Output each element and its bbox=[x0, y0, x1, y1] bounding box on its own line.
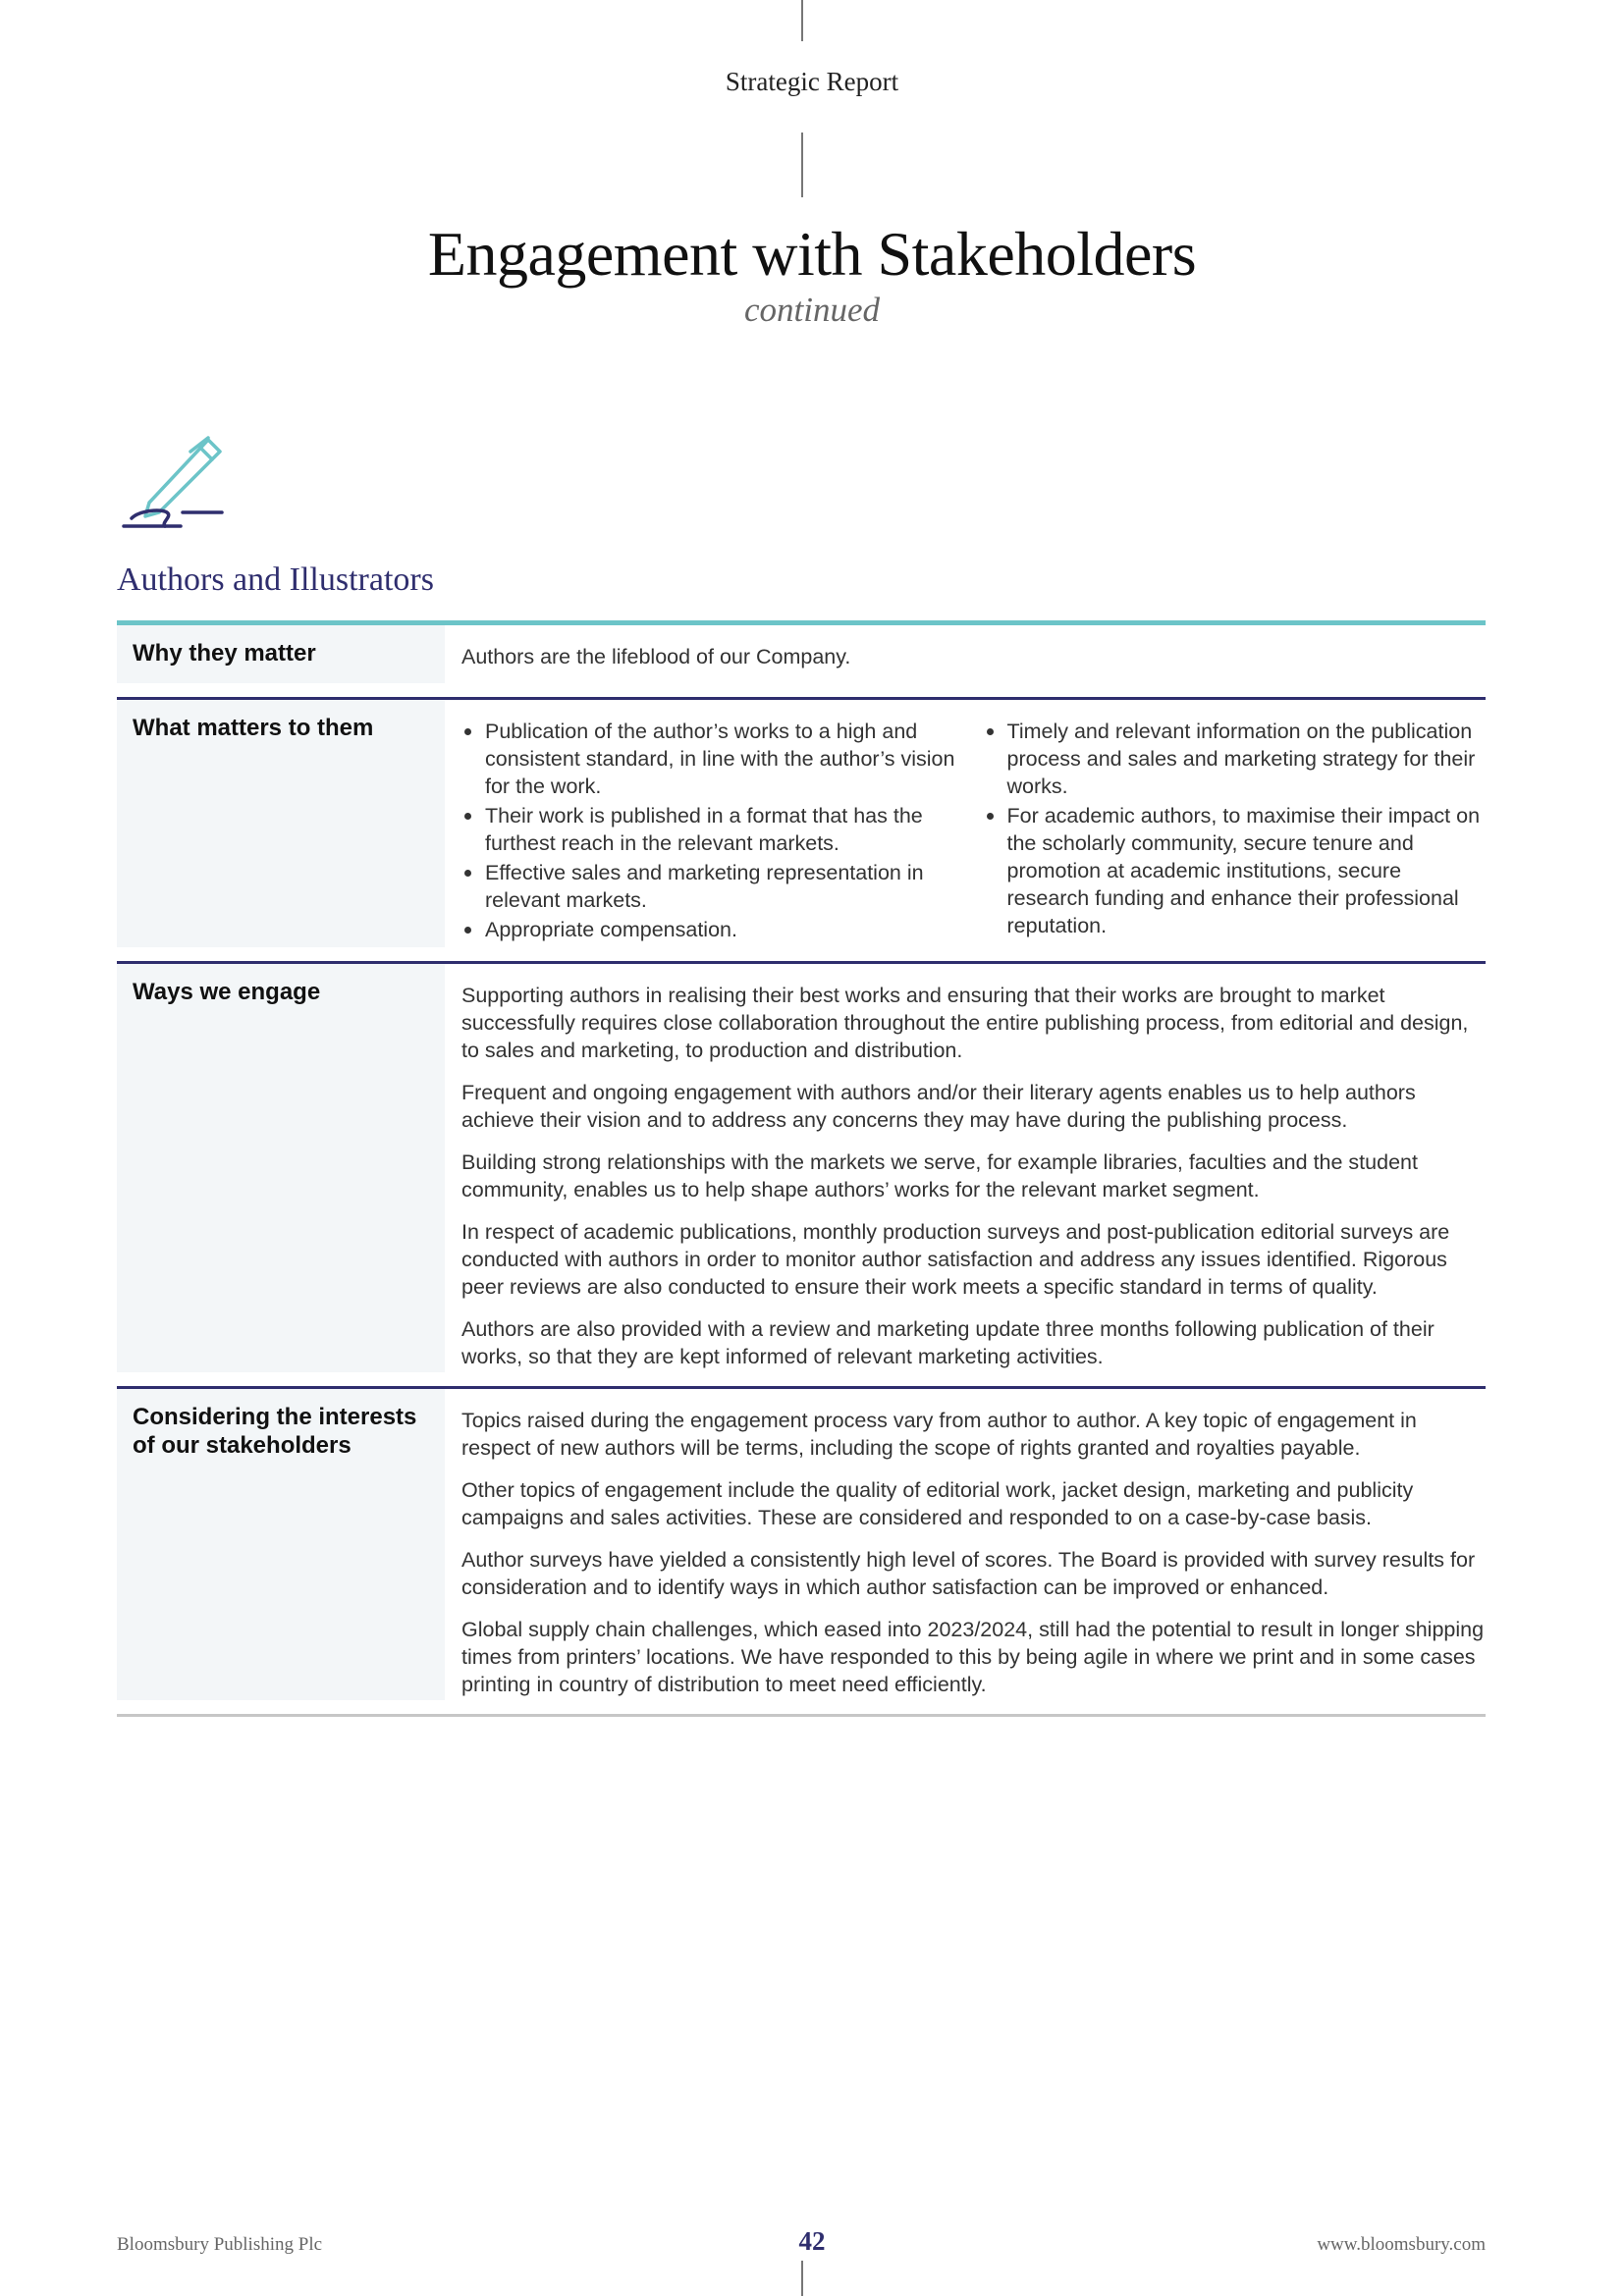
row-label: What matters to them bbox=[117, 700, 445, 961]
paragraph: In respect of academic publications, monthly production surveys and post-publication editorial surveys are conducted with authors in order to monitor author satisfaction and address any issues identified. Rigorous peer reviews are also conducted to ensure their work meets a specific standard in terms of quality. bbox=[461, 1220, 1450, 1299]
section-heading: Authors and Illustrators bbox=[117, 561, 434, 598]
paragraph: Supporting authors in realising their best works and ensuring that their works are brought to market successfully requires close collaboration throughout the entire publishing process, from editorial and design, to sales and marketing, to production and distribution. bbox=[461, 984, 1469, 1062]
list-item: Their work is published in a format that has the furthest reach in the relevant markets. bbox=[461, 802, 964, 857]
paragraph: Authors are the lifeblood of our Company. bbox=[461, 645, 851, 668]
footer-website: www.bloomsbury.com bbox=[1317, 2234, 1486, 2255]
bullet-list-left bbox=[461, 718, 964, 945]
list-item: Appropriate compensation. bbox=[461, 916, 964, 943]
row-ways-we-engage bbox=[117, 961, 1486, 1386]
page-number: 42 bbox=[798, 2226, 826, 2256]
row-considering-interests bbox=[117, 1386, 1486, 1714]
paragraph: Authors are also provided with a review and marketing update three months following publication of their works, so that they are kept informed of relevant marketing activities. bbox=[461, 1317, 1435, 1368]
page-title: Engagement with Stakeholders bbox=[427, 219, 1197, 289]
stakeholder-table bbox=[117, 620, 1486, 1717]
paragraph: Frequent and ongoing engagement with authors and/or their literary agents enables us to help authors achieve their vision and to address any concerns they may have during the publishing process. bbox=[461, 1081, 1416, 1132]
paragraph: Author surveys have yielded a consistently high level of scores. The Board is provided with survey results for consideration and to identify ways in which author satisfaction can be improved or enhanced. bbox=[461, 1548, 1476, 1599]
row-content bbox=[445, 964, 1486, 1386]
list-item: Effective sales and marketing representation in relevant markets. bbox=[461, 859, 964, 914]
section-label: Strategic Report bbox=[725, 67, 899, 96]
list-item: For academic authors, to maximise their impact on the scholarly community, secure tenure and promotion at academic institutions, secure research funding and enhance their professional reputation. bbox=[984, 802, 1487, 939]
paragraph: Topics raised during the engagement process vary from author to author. A key topic of engagement in respect of new authors will be terms, including the scope of rights granted and royalties payable. bbox=[461, 1409, 1417, 1460]
paragraph: Global supply chain challenges, which eased into 2023/2024, still had the potential to result in longer shipping times from printers’ locations. We have responded to this by being agile in where we print and in some cases printing in country of distribution to meet need efficiently. bbox=[461, 1618, 1485, 1696]
bullet-columns bbox=[461, 718, 1486, 945]
list-item: Timely and relevant information on the publication process and sales and marketing strategy for their works. bbox=[984, 718, 1487, 800]
row-label: Why they matter bbox=[117, 625, 445, 697]
bullet-list-right bbox=[984, 718, 1487, 945]
row-content bbox=[445, 700, 1486, 961]
footer-company: Bloomsbury Publishing Plc bbox=[117, 2234, 323, 2255]
bottom-divider-line bbox=[801, 2261, 803, 2296]
paragraph: Building strong relationships with the markets we serve, for example libraries, faculties and the student community, enables us to help shape authors’ works for the relevant market segment. bbox=[461, 1150, 1418, 1201]
pen-signature-icon bbox=[122, 432, 230, 535]
title-divider-line bbox=[801, 133, 803, 197]
page-subtitle: continued bbox=[743, 291, 881, 329]
row-why-they-matter bbox=[117, 625, 1486, 697]
list-item: Publication of the author’s works to a high and consistent standard, in line with the author’s vision for the work. bbox=[461, 718, 964, 800]
row-label: Considering the interests of our stakeholders bbox=[117, 1389, 445, 1714]
paragraph: Other topics of engagement include the quality of editorial work, jacket design, marketing and publicity campaigns and sales activities. These are considered and responded to on a case-by-case basis. bbox=[461, 1478, 1414, 1529]
row-what-matters bbox=[117, 697, 1486, 961]
row-content bbox=[445, 625, 1486, 697]
row-content bbox=[445, 1389, 1486, 1714]
row-label: Ways we engage bbox=[117, 964, 445, 1386]
top-divider-line bbox=[801, 0, 803, 41]
